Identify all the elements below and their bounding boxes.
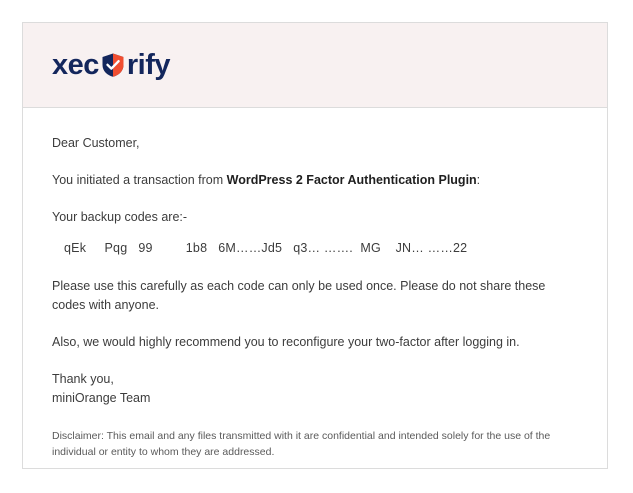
logo-text-before: xec xyxy=(52,48,99,81)
code-spacer xyxy=(282,241,293,255)
code-spacer xyxy=(127,241,138,255)
logo-text-after: rify xyxy=(126,48,171,81)
disclaimer-text: Disclaimer: This email and any files transmitted with it are confidential and intended solely for the use of the individual or entity to whom they are addressed. xyxy=(52,430,551,458)
code-spacer xyxy=(353,241,360,255)
backup-codes-list xyxy=(64,241,578,255)
email-body xyxy=(23,108,607,479)
signoff-line-2: miniOrange Team xyxy=(52,390,151,405)
signoff-line-1: Thank you, xyxy=(52,371,114,386)
intro-prefix: You initiated a transaction from xyxy=(52,173,227,188)
xecurify-logo xyxy=(52,49,170,82)
backup-code: Pqg xyxy=(104,241,128,256)
recommendation-text: Also, we would highly recommend you to reconfigure your two-factor after logging in. xyxy=(52,334,520,349)
backup-code: 99 xyxy=(138,241,153,256)
signoff xyxy=(52,370,578,408)
intro-text xyxy=(52,171,578,189)
greeting-text: Dear Customer, xyxy=(52,136,140,150)
backup-code: 6M……Jd5 xyxy=(218,241,283,256)
email-card xyxy=(22,22,608,469)
codes-label: Your backup codes are:- xyxy=(52,210,188,225)
backup-code: JN… ……22 xyxy=(395,241,468,256)
email-header xyxy=(23,23,607,108)
backup-code: 1b8 xyxy=(185,241,208,256)
shield-icon xyxy=(100,52,126,78)
backup-code: qEk xyxy=(64,241,87,256)
warning-text: Please use this carefully as each code can only be used once. Please do not share these codes with anyone. xyxy=(52,279,546,312)
backup-code: q3… ……. xyxy=(293,241,353,256)
code-spacer xyxy=(381,241,396,255)
intro-suffix: : xyxy=(476,173,481,188)
code-spacer xyxy=(207,241,218,255)
code-spacer xyxy=(86,241,104,255)
backup-code: MG xyxy=(360,241,381,256)
code-spacer xyxy=(153,241,186,255)
intro-plugin-name: WordPress 2 Factor Authentication Plugin xyxy=(226,173,477,188)
